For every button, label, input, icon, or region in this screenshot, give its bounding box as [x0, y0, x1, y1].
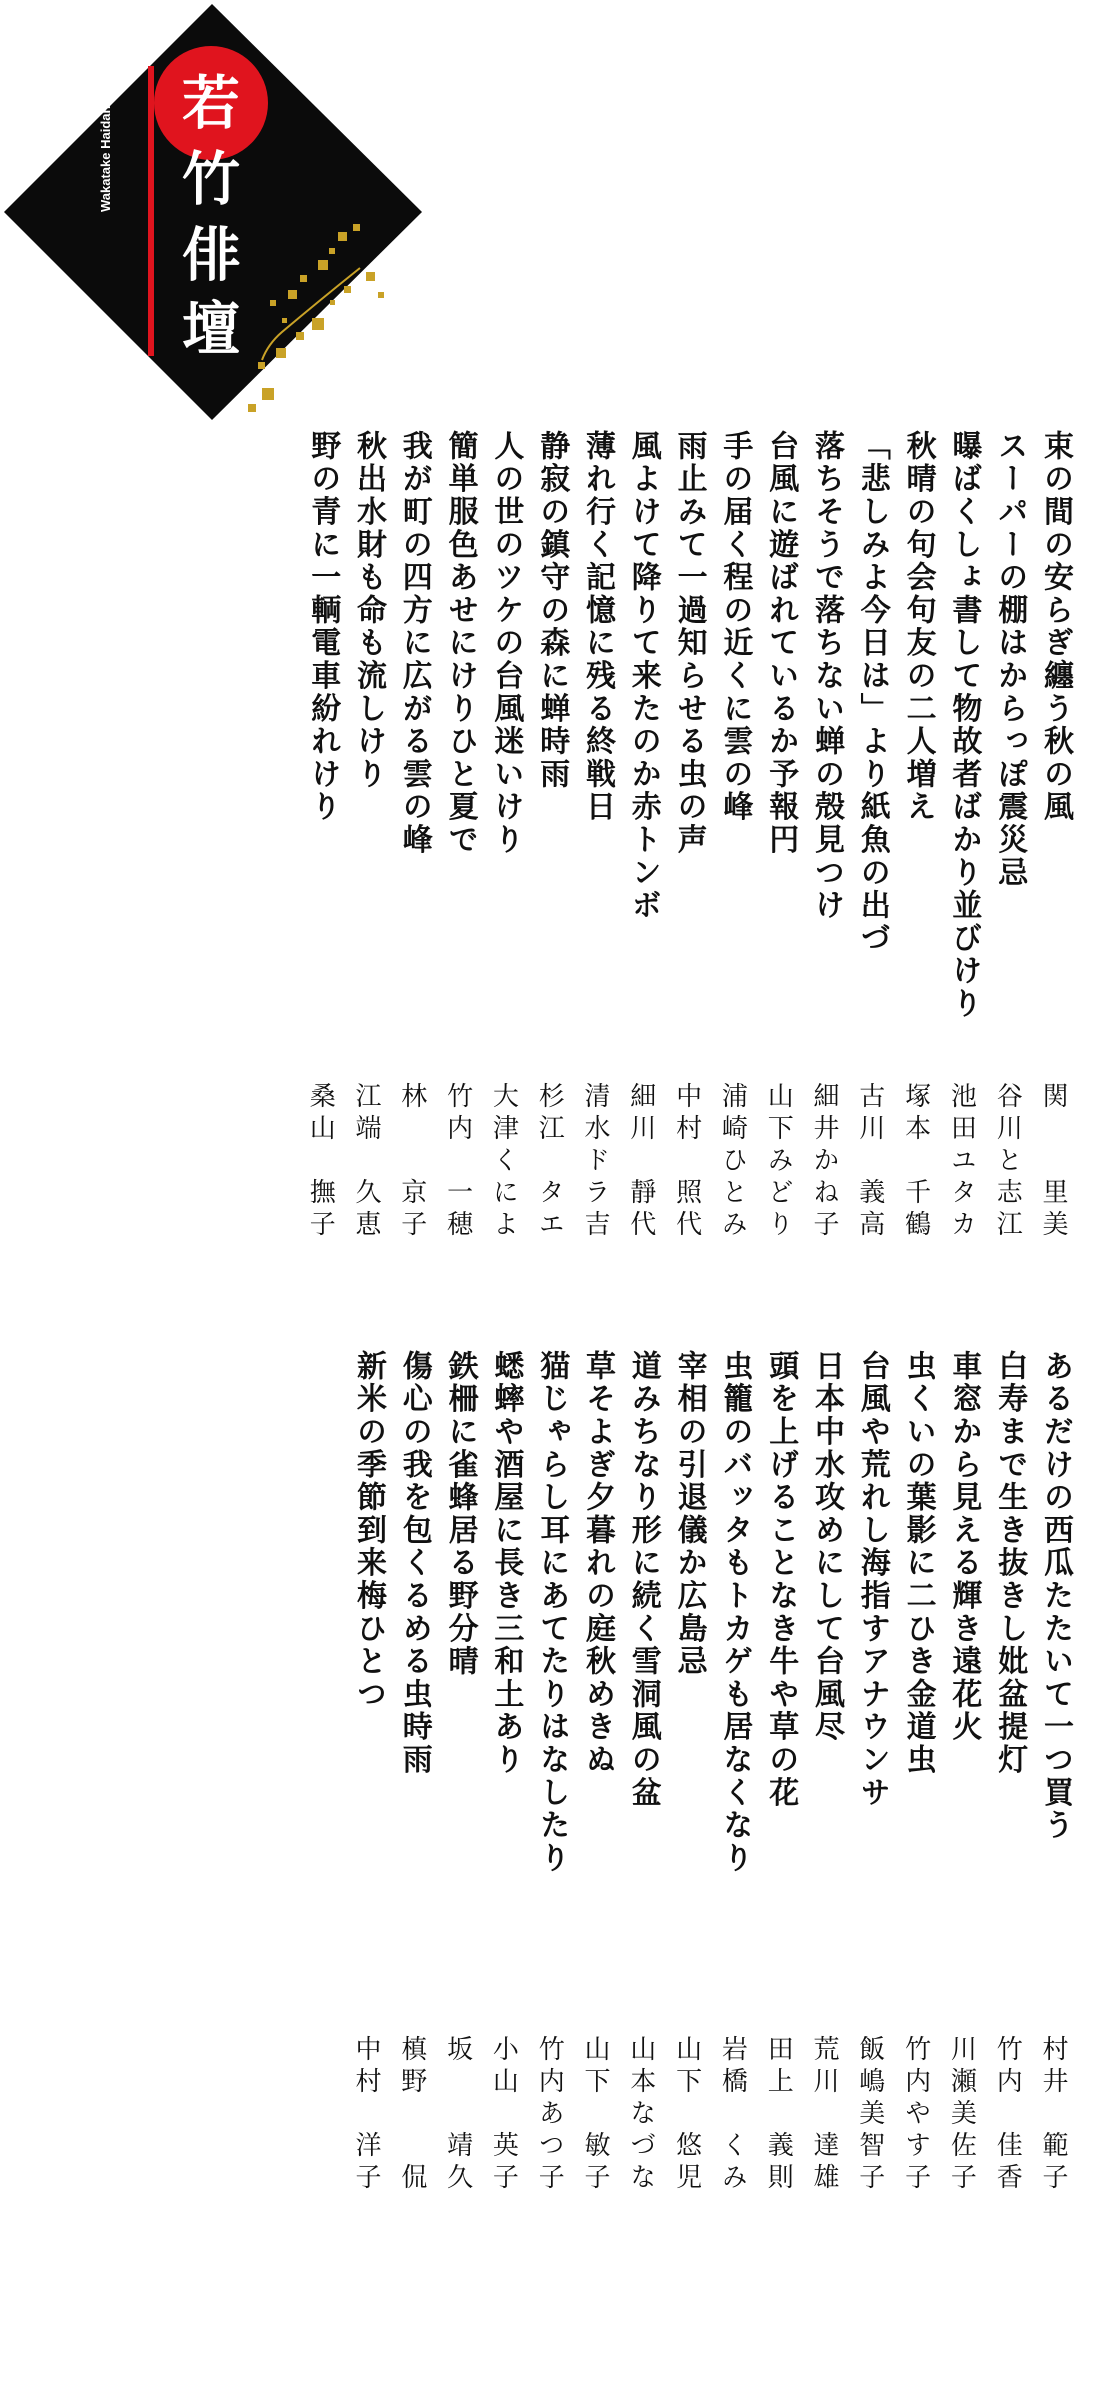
author-name: 中村 照代 — [671, 1082, 702, 1242]
author-name: 江端 久恵 — [351, 1082, 381, 1242]
haiku-line: 秋晴の句会句友の二人増え — [900, 430, 936, 824]
haiku-line: スーパーの棚はからっぽ震災忌 — [992, 430, 1028, 890]
author-name: 杉江 タエ — [534, 1082, 565, 1242]
haiku-line: 手の届く程の近くに雲の峰 — [717, 430, 753, 824]
haiku-line: 虫籠のバッタもトカゲも居なくなり — [717, 1350, 753, 1875]
haidan-logo — [0, 0, 430, 430]
haiku-line: 傷心の我を包くるめる虫時雨 — [396, 1350, 432, 1777]
haiku-line: 虫くいの葉影に二ひき金道虫 — [900, 1350, 936, 1777]
author-name: 岩橋 くみ — [717, 2035, 748, 2195]
logo-char-1: 若 — [181, 69, 240, 137]
haiku-line: 雨止みて一過知らせる虫の声 — [671, 430, 707, 857]
author-name: 細川 靜代 — [625, 1082, 656, 1242]
haiku-line: 道みちなり形に続く雪洞風の盆 — [625, 1350, 661, 1810]
haiku-line: 鉄柵に雀蜂居る野分晴 — [442, 1350, 478, 1678]
author-name: 谷川と志江 — [992, 1082, 1023, 1242]
author-name: 荒川 達雄 — [809, 2035, 839, 2195]
haiku-line: 車窓から見える輝き遠花火 — [946, 1350, 982, 1744]
author-name: 桑山 撫子 — [305, 1082, 336, 1242]
logo-char-2: 竹 — [181, 145, 240, 213]
haiku-line: 我が町の四方に広がる雲の峰 — [396, 430, 432, 857]
haiku-line: 白寿まで生き抜きし妣盆提灯 — [992, 1350, 1028, 1777]
author-name: 林 京子 — [396, 1082, 427, 1242]
author-name: 槙野 侃 — [396, 2035, 427, 2195]
haiku-line: あるだけの西瓜たたいて一つ買う — [1038, 1350, 1073, 1842]
haiku-line: 頭を上げることなき牛や草の花 — [763, 1350, 799, 1810]
haiku-line: 薄れ行く記憶に残る終戦日 — [580, 430, 615, 824]
haiku-line: 日本中水攻めにして台風尽 — [809, 1350, 844, 1744]
author-name: 竹内あつ子 — [534, 2035, 565, 2195]
logo-char-4: 壇 — [181, 295, 240, 363]
haiku-line: 曝ばくしょ書して物故者ばかり並びけり — [946, 430, 982, 1021]
haiku-line: 宰相の引退儀か広島忌 — [671, 1350, 707, 1678]
author-name: 山本なづな — [625, 2035, 656, 2195]
haiku-line: 静寂の鎮守の森に蝉時雨 — [534, 430, 570, 791]
haiku-line: 束の間の安らぎ纏う秋の風 — [1038, 430, 1073, 824]
haiku-line: 風よけて降りて来たのか赤トンボ — [625, 430, 661, 922]
logo-romaji: Wakatake Haidan — [98, 105, 113, 212]
haiku-line: 猫じゃらし耳にあてたりはなしたり — [534, 1350, 570, 1875]
author-name: 古川 義高 — [854, 1082, 885, 1242]
haiku-line: 「悲しみよ今日は」より紙魚の出づ — [854, 430, 890, 955]
author-name: 山下 敏子 — [580, 2035, 610, 2195]
haiku-line: 台風や荒れし海指すアナウンサ — [854, 1350, 890, 1810]
author-name: 川瀬美佐子 — [946, 2035, 977, 2195]
author-name: 竹内 一穂 — [442, 1082, 473, 1242]
haiku-line: 秋出水財も命も流しけり — [351, 430, 386, 791]
author-name: 村井 範子 — [1038, 2035, 1068, 2195]
logo-emblem — [0, 0, 430, 430]
author-name: 細井かね子 — [809, 1082, 839, 1242]
haiku-line: 簡単服色あせにけりひと夏で — [442, 430, 478, 857]
haiku-line: 台風に遊ばれているか予報円 — [763, 430, 799, 857]
author-name: 山下みどり — [763, 1082, 794, 1242]
author-name: 塚本 千鶴 — [900, 1082, 931, 1242]
author-name: 池田ユタカ — [946, 1082, 977, 1242]
author-name: 山下 悠児 — [671, 2035, 702, 2195]
author-name: 田上 義則 — [763, 2035, 794, 2195]
haiku-line: 新米の季節到来梅ひとつ — [351, 1350, 386, 1711]
author-name: 竹内 佳香 — [992, 2035, 1023, 2195]
logo-char-3: 俳 — [181, 221, 240, 289]
haiku-line: 蟋蟀や酒屋に長き三和土あり — [488, 1350, 524, 1777]
author-name: 飯嶋美智子 — [854, 2035, 885, 2195]
haiku-line: 人の世のツケの台風迷いけり — [488, 430, 524, 857]
author-name: 大津くによ — [488, 1082, 519, 1242]
author-name: 清水ドラ吉 — [580, 1082, 610, 1242]
author-name: 小山 英子 — [488, 2035, 519, 2195]
author-name: 中村 洋子 — [351, 2035, 381, 2195]
author-name: 竹内やす子 — [900, 2035, 931, 2195]
haiku-line: 野の青に一輌電車紛れけり — [305, 430, 341, 824]
haiku-line: 落ちそうで落ちない蝉の殻見つけ — [809, 430, 844, 922]
author-name: 関 里美 — [1038, 1082, 1068, 1242]
haiku-line: 草そよぎ夕暮れの庭秋めきぬ — [580, 1350, 615, 1777]
author-name: 浦崎ひとみ — [717, 1082, 748, 1242]
author-name: 坂 靖久 — [442, 2035, 473, 2195]
